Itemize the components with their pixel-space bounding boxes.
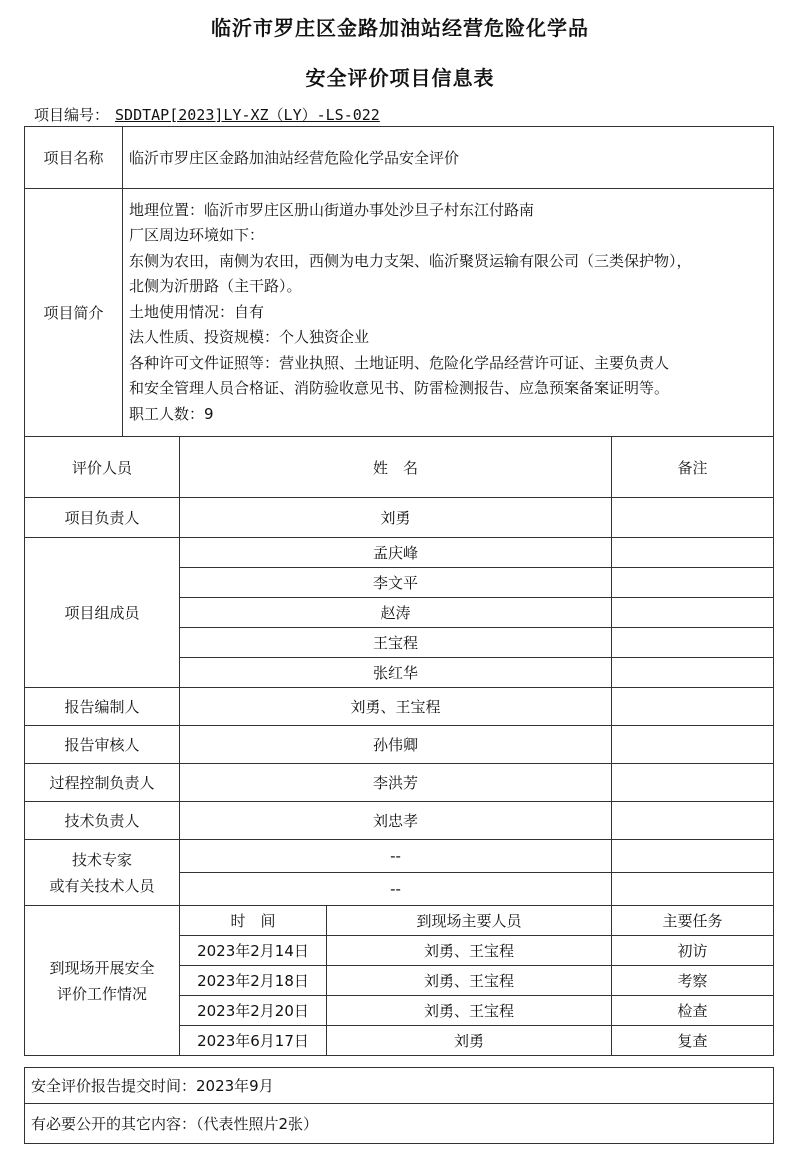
site-header-time: 时 间 <box>180 906 327 936</box>
title-line-2: 安全评价项目信息表 <box>305 66 495 90</box>
expert-label-line: 技术专家 <box>71 850 132 869</box>
leader-name: 刘勇 <box>180 498 612 538</box>
member-note <box>612 568 774 598</box>
process-label: 过程控制负责人 <box>25 764 180 802</box>
intro-line: 职工人数：9 <box>129 404 214 423</box>
project-number <box>34 104 380 125</box>
site-header-task: 主要任务 <box>612 906 774 936</box>
site-row-date: 2023年6月17日 <box>180 1026 327 1056</box>
tech-note <box>612 802 774 840</box>
site-row-task: 考察 <box>612 966 774 996</box>
footer-table <box>24 1067 774 1144</box>
reviewer-note <box>612 726 774 764</box>
expert-label <box>25 840 180 906</box>
intro-line: 土地使用情况：自有 <box>129 302 265 321</box>
expert-note <box>612 873 774 906</box>
intro-line: 法人性质、投资规模：个人独资企业 <box>129 328 370 347</box>
tech-name: 刘忠孝 <box>180 802 612 840</box>
intro-line: 东侧为农田，南侧为农田，西侧为电力支架、临沂聚贤运输有限公司（三类保护物）， <box>129 251 692 270</box>
member-note <box>612 598 774 628</box>
project-name-value: 临沂市罗庄区金路加油站经营危险化学品安全评价 <box>123 127 774 189</box>
compiler-note <box>612 688 774 726</box>
site-visit-label <box>25 906 180 1056</box>
project-intro <box>123 189 774 437</box>
process-note <box>612 764 774 802</box>
project-name-label: 项目名称 <box>25 127 123 189</box>
intro-line: 地理位置：临沂市罗庄区册山街道办事处沙旦子村东江付路南 <box>129 200 535 219</box>
other-content: 有必要公开的其它内容：（代表性照片2张） <box>25 1104 774 1144</box>
site-row-date: 2023年2月14日 <box>180 936 327 966</box>
member-note <box>612 628 774 658</box>
submit-time: 安全评价报告提交时间：2023年9月 <box>25 1068 774 1104</box>
members-label: 项目组成员 <box>25 538 180 688</box>
site-row-date: 2023年2月18日 <box>180 966 327 996</box>
member-name: 李文平 <box>180 568 612 598</box>
site-row-persons: 刘勇 <box>327 1026 612 1056</box>
site-visit-label-line: 到现场开展安全 <box>49 958 155 977</box>
tech-label: 技术负责人 <box>25 802 180 840</box>
leader-label: 项目负责人 <box>25 498 180 538</box>
reviewer-name: 孙伟卿 <box>180 726 612 764</box>
expert-label-line: 或有关技术人员 <box>49 876 155 895</box>
staff-header-name: 姓 名 <box>180 437 612 498</box>
compiler-label: 报告编制人 <box>25 688 180 726</box>
project-intro-label: 项目简介 <box>25 189 123 437</box>
compiler-name: 刘勇、王宝程 <box>180 688 612 726</box>
member-name: 王宝程 <box>180 628 612 658</box>
intro-line: 和安全管理人员合格证、消防验收意见书、防雷检测报告、应急预案备案证明等。 <box>129 379 670 398</box>
staff-header-role: 评价人员 <box>25 437 180 498</box>
process-name: 李洪芳 <box>180 764 612 802</box>
intro-line: 厂区周边环境如下： <box>129 226 265 245</box>
site-row-persons: 刘勇、王宝程 <box>327 966 612 996</box>
intro-line: 北侧为沂册路（主干路）。 <box>129 277 302 296</box>
member-note <box>612 538 774 568</box>
title-line-1: 临沂市罗庄区金路加油站经营危险化学品 <box>211 16 589 40</box>
site-visit-label-line: 评价工作情况 <box>56 984 147 1003</box>
reviewer-label: 报告审核人 <box>25 726 180 764</box>
site-row-task: 检查 <box>612 996 774 1026</box>
member-name: 赵涛 <box>180 598 612 628</box>
project-number-value: SDDTAP[2023]LY-XZ（LY）-LS-022 <box>115 106 380 124</box>
site-row-persons: 刘勇、王宝程 <box>327 996 612 1026</box>
site-row-task: 初访 <box>612 936 774 966</box>
member-name: 张红华 <box>180 658 612 688</box>
site-header-persons: 到现场主要人员 <box>327 906 612 936</box>
site-row-date: 2023年2月20日 <box>180 996 327 1026</box>
intro-line: 各种许可文件证照等：营业执照、土地证明、危险化学品经营许可证、主要负责人 <box>129 353 670 372</box>
expert-name: -- <box>180 840 612 873</box>
staff-table <box>24 436 774 1056</box>
member-name: 孟庆峰 <box>180 538 612 568</box>
expert-name: -- <box>180 873 612 906</box>
member-note <box>612 658 774 688</box>
staff-header-note: 备注 <box>612 437 774 498</box>
project-number-label: 项目编号： <box>34 106 110 124</box>
site-row-task: 复查 <box>612 1026 774 1056</box>
leader-note <box>612 498 774 538</box>
expert-note <box>612 840 774 873</box>
project-info-table <box>24 126 774 437</box>
site-row-persons: 刘勇、王宝程 <box>327 936 612 966</box>
